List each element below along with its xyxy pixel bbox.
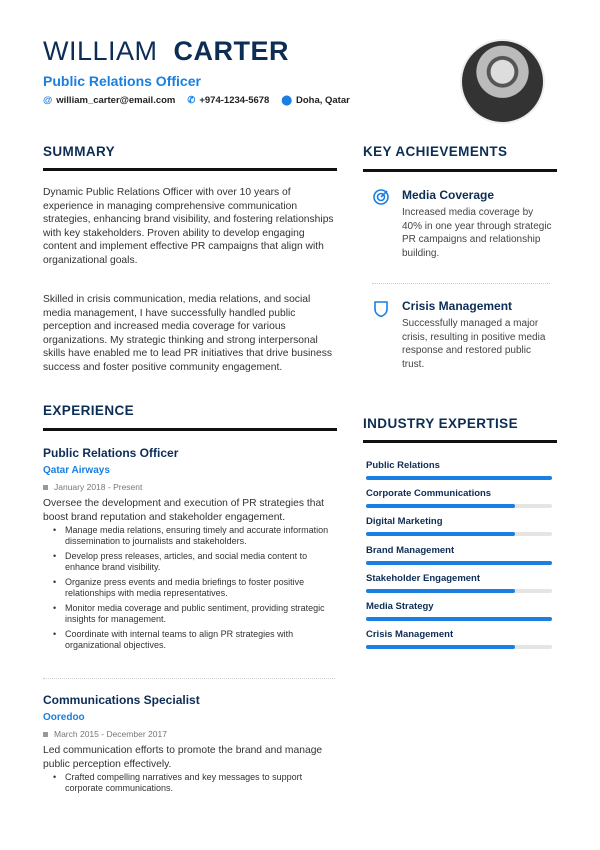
- skill-item: [366, 545, 552, 565]
- company: Qatar Airways: [43, 465, 110, 476]
- achievement-title: Crisis Management: [402, 299, 513, 313]
- skill-bar-fill: [366, 589, 515, 593]
- target-icon: [372, 188, 390, 211]
- profile-photo: [460, 39, 545, 124]
- divider: [43, 168, 337, 171]
- position-title: Communications Specialist: [43, 693, 200, 707]
- bullet: • Develop press releases, articles, and social media content to enhance brand visibility.: [43, 551, 339, 573]
- summary-paragraph: Dynamic Public Relations Officer with over 10 years of experience in managing comprehensive communication strategies, enhancing brand visibility, and fostering relationships with key stakeholders. Proven ability to develop engaging content and implement effective PR campaigns that align with organizational goals.: [43, 187, 334, 266]
- job-title: Public Relations Officer: [43, 73, 201, 89]
- divider: [372, 283, 550, 284]
- skill-bar-fill: [366, 645, 515, 649]
- expertise-heading: INDUSTRY EXPERTISE: [363, 416, 518, 431]
- position-title: Public Relations Officer: [43, 446, 179, 460]
- skill-label: Corporate Communications: [366, 488, 492, 500]
- candidate-name: WILLIAM CARTER: [43, 36, 290, 66]
- skill-bar: [366, 561, 552, 565]
- skill-bar: [366, 476, 552, 480]
- skill-bar: [366, 532, 552, 536]
- skill-bar: [366, 589, 552, 593]
- skill-bar-fill: [366, 476, 552, 480]
- dates: March 2015 - December 2017: [43, 729, 339, 739]
- at-icon: @: [43, 95, 53, 106]
- skill-item: [366, 488, 552, 508]
- skill-bar-fill: [366, 532, 515, 536]
- shield-icon: [373, 300, 389, 323]
- location-pin-icon: ⬤: [281, 95, 292, 106]
- skill-label: Media Strategy: [366, 601, 434, 612]
- experience-item: [43, 693, 339, 798]
- phone-icon: ✆: [187, 95, 196, 106]
- dates: January 2018 - Present: [43, 482, 339, 492]
- bullet: • Coordinate with internal teams to align PR strategies with organizational objectives.: [43, 629, 339, 651]
- summary-paragraph: Skilled in crisis communication, media relations, and social media management, I have successfully handled public perception and increased media coverage for various organizations. My strategic thinking and strong interpersonal skills have enabled me to lead PR initiatives that drive business success and foster positive community engagement.: [43, 294, 333, 373]
- divider: [363, 169, 557, 172]
- divider: [43, 678, 335, 679]
- achievements-heading: KEY ACHIEVEMENTS: [363, 144, 508, 159]
- bullet: • Crafted compelling narratives and key messages to support corporate communications.: [43, 772, 339, 794]
- achievement-text: Increased media coverage by 40% in one year through strategic PR campaigns and relationship building.: [402, 207, 552, 259]
- email[interactable]: william_carter@email.com: [56, 95, 176, 106]
- skill-bar-fill: [366, 561, 552, 565]
- bullet: • Organize press events and media briefings to foster positive relationships with media representatives.: [43, 577, 339, 599]
- skill-item: [366, 629, 552, 649]
- divider: [363, 440, 557, 443]
- skill-label: Brand Management: [366, 544, 455, 556]
- skill-bar: [366, 504, 552, 508]
- skill-label: Digital Marketing: [366, 516, 443, 528]
- description: Oversee the development and execution of PR strategies that boost brand reputation and stakeholder engagement.: [43, 498, 325, 523]
- skill-bar-fill: [366, 504, 515, 508]
- phone: +974-1234-5678: [199, 95, 270, 106]
- achievement-item: [402, 299, 554, 371]
- experience-heading: EXPERIENCE: [43, 403, 135, 418]
- skill-item: [366, 601, 552, 621]
- bullet: • Manage media relations, ensuring timely and accurate information dissemination to journalists and stakeholders.: [43, 525, 339, 547]
- company: Ooredoo: [43, 712, 85, 723]
- skill-label: Crisis Management: [366, 629, 454, 641]
- skill-bar-fill: [366, 617, 552, 621]
- achievement-text: Successfully managed a major crisis, resulting in positive media response and restored public trust.: [402, 318, 546, 370]
- bullet: • Monitor media coverage and public sentiment, providing strategic insights for management.: [43, 603, 339, 625]
- skill-label: Public Relations: [366, 460, 440, 471]
- skill-item: [366, 516, 552, 536]
- description: Led communication efforts to promote the brand and manage public perception effectively.: [43, 745, 323, 770]
- achievement-title: Media Coverage: [402, 188, 495, 202]
- divider: [43, 428, 337, 431]
- location: Doha, Qatar: [295, 95, 350, 106]
- skill-bar: [366, 617, 552, 621]
- summary-heading: SUMMARY: [43, 144, 116, 159]
- skill-bar: [366, 645, 552, 649]
- experience-item: [43, 446, 339, 655]
- contact-info: [43, 95, 350, 106]
- skill-item: [366, 573, 552, 593]
- achievement-item: [402, 188, 552, 260]
- skill-label: Stakeholder Engagement: [366, 572, 481, 584]
- skill-item: [366, 460, 552, 480]
